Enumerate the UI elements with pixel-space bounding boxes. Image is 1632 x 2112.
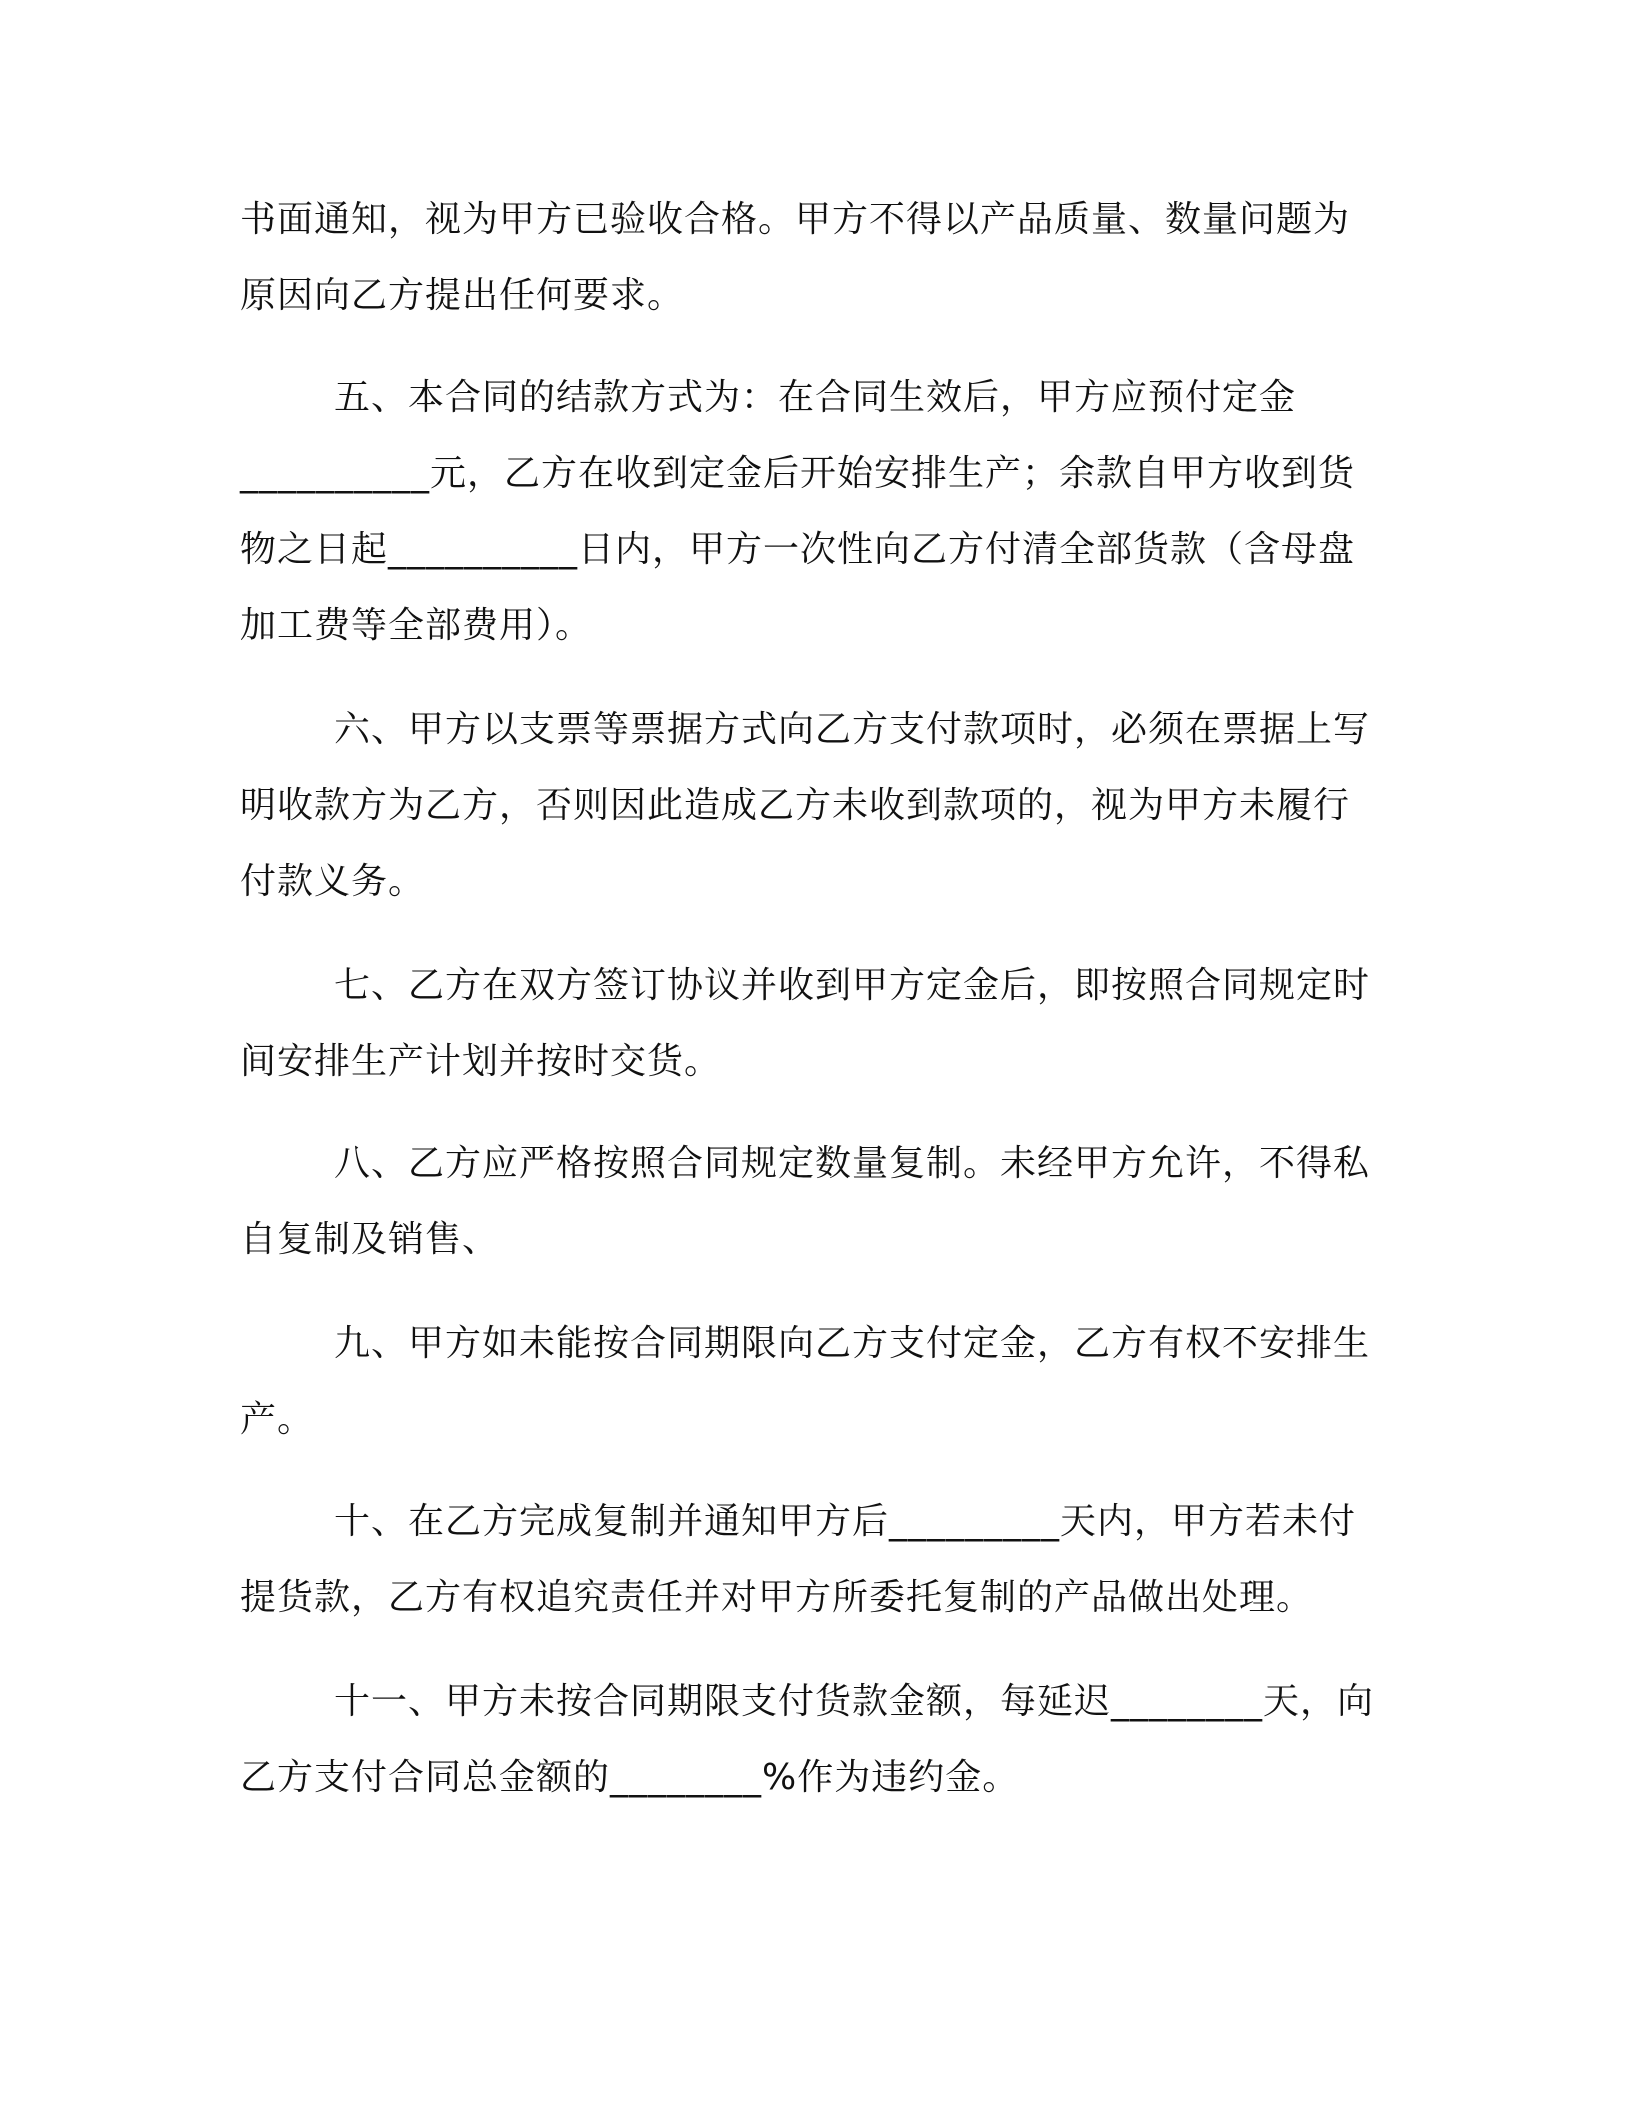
clause-5-line-3: 物之日起__________日内，甲方一次性向乙方付清全部货款（含母盘 (240, 529, 1356, 570)
clause-6-line-3: 付款义务。 (240, 861, 426, 902)
clause-5-line-2: __________元，乙方在收到定金后开始安排生产；余款自甲方收到货 (240, 453, 1356, 494)
clause-11-line-1: 十一、甲方未按合同期限支付货款金额，每延迟________天，向 (334, 1681, 1375, 1722)
clause-7-line-2: 间安排生产计划并按时交货。 (240, 1041, 722, 1082)
clause-9-line-2: 产。 (240, 1399, 315, 1440)
clause-5-line-1: 五、本合同的结款方式为：在合同生效后，甲方应预付定金 (334, 377, 1297, 418)
clause-4-line-1: 书面通知，视为甲方已验收合格。甲方不得以产品质量、数量问题为 (240, 199, 1351, 240)
clause-4-line-2: 原因向乙方提出任何要求。 (240, 275, 685, 316)
clause-6-line-1: 六、甲方以支票等票据方式向乙方支付款项时，必须在票据上写 (334, 709, 1371, 750)
clause-11-line-2: 乙方支付合同总金额的________%作为违约金。 (240, 1757, 1020, 1798)
clause-8-line-1: 八、乙方应严格按照合同规定数量复制。未经甲方允许，不得私 (334, 1143, 1371, 1184)
clause-5-line-4: 加工费等全部费用）。 (240, 605, 593, 646)
clause-8-line-2: 自复制及销售、 (240, 1219, 500, 1260)
clause-10-line-1: 十、在乙方完成复制并通知甲方后_________天内，甲方若未付 (334, 1501, 1357, 1542)
clause-10-line-2: 提货款，乙方有权追究责任并对甲方所委托复制的产品做出处理。 (240, 1577, 1314, 1618)
clause-7-line-1: 七、乙方在双方签订协议并收到甲方定金后，即按照合同规定时 (334, 965, 1371, 1006)
clause-9-line-1: 九、甲方如未能按合同期限向乙方支付定金，乙方有权不安排生 (334, 1323, 1371, 1364)
clause-6-line-2: 明收款方为乙方，否则因此造成乙方未收到款项的，视为甲方未履行 (240, 785, 1351, 826)
